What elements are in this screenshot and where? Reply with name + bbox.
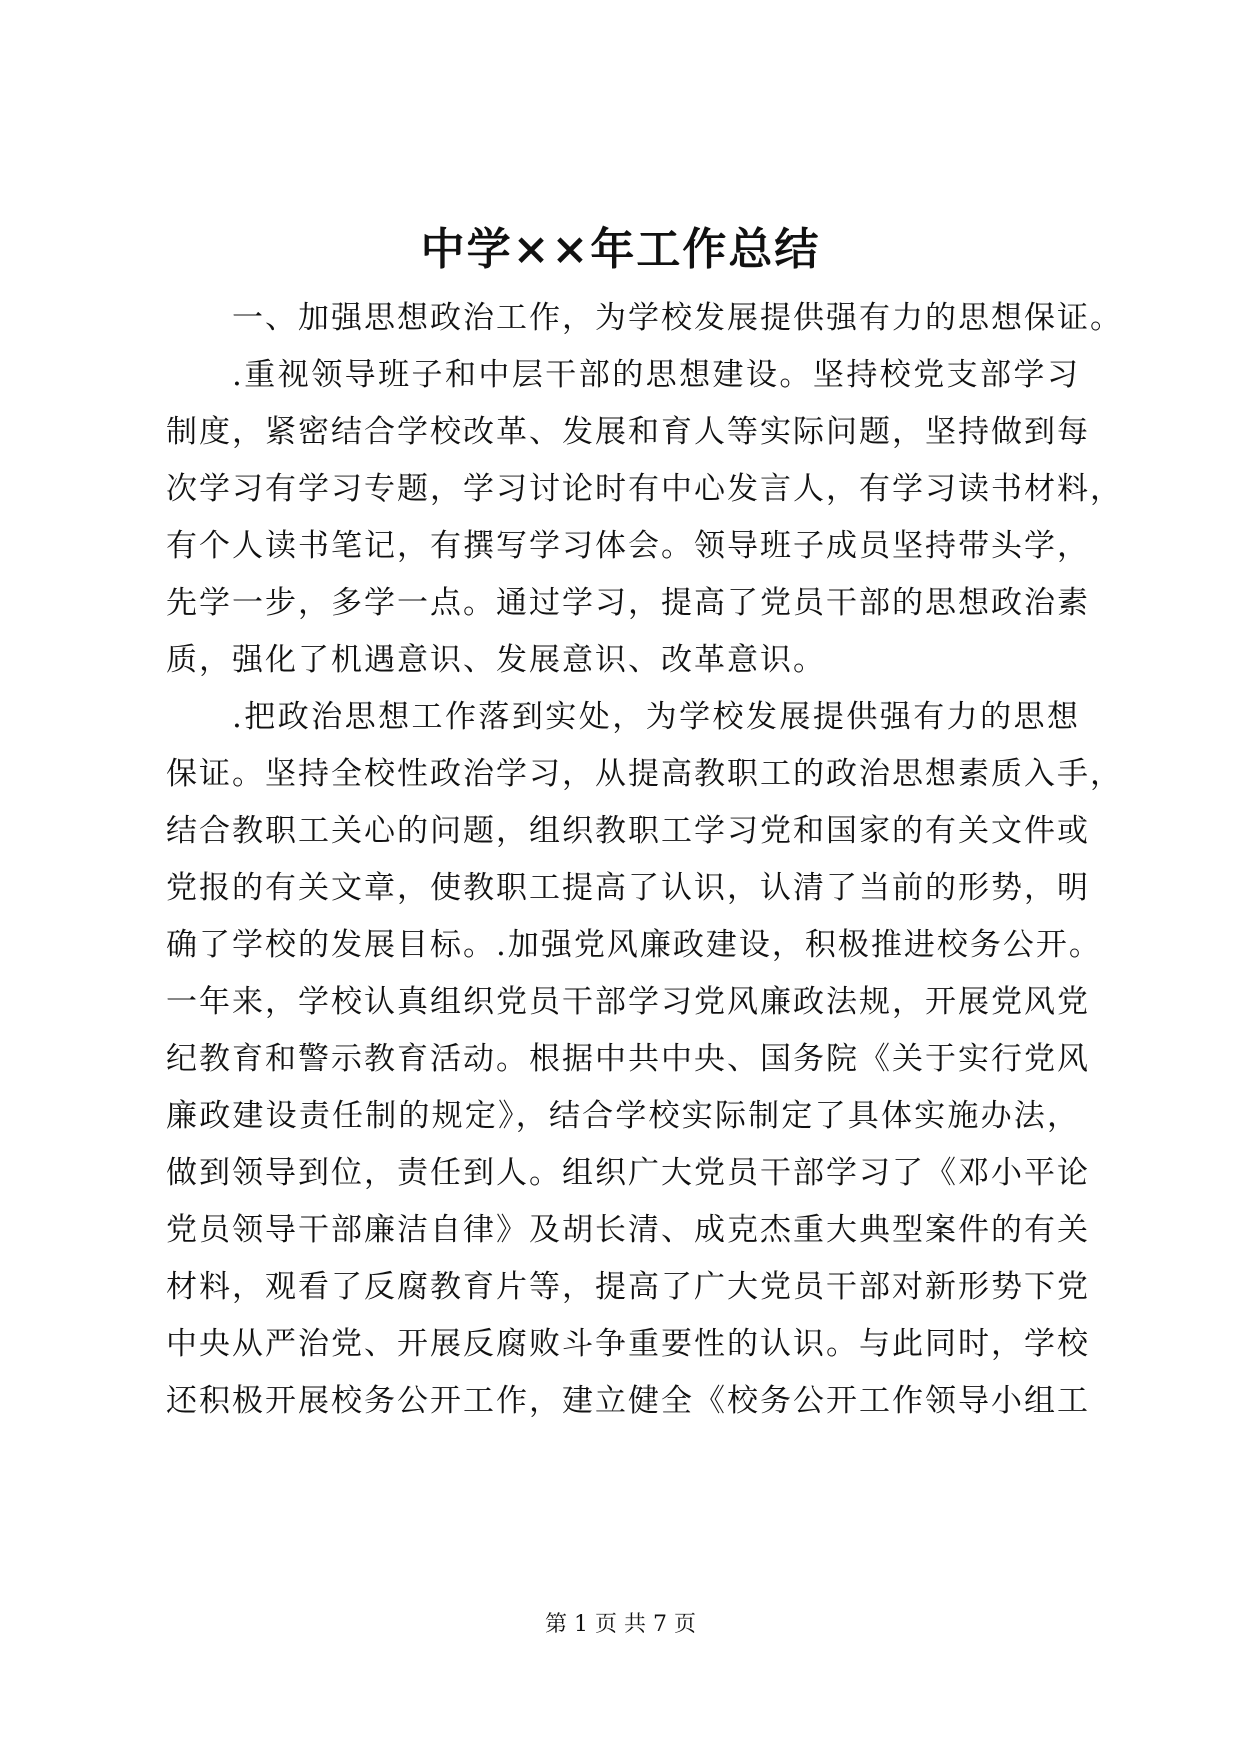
text-line: 先学一步，多学一点。通过学习，提高了党员干部的思想政治素 [166, 585, 1090, 621]
text-line: 还积极开展校务公开工作，建立健全《校务公开工作领导小组工 [166, 1383, 1090, 1419]
text-line: 结合教职工关心的问题，组织教职工学习党和国家的有关文件或 [166, 813, 1090, 849]
text-line: 廉政建设责任制的规定》，结合学校实际制定了具体实施办法， [166, 1098, 1080, 1134]
text-line: 质，强化了机遇意识、发展意识、改革意识。 [166, 642, 826, 678]
text-line: 中央从严治党、开展反腐败斗争重要性的认识。与此同时，学校 [166, 1326, 1090, 1362]
text-line: 次学习有学习专题，学习讨论时有中心发言人，有学习读书材料， [166, 471, 1123, 507]
page-number-footer: 第 1 页 共 7 页 [545, 1612, 696, 1637]
text-line: 确了学校的发展目标。.加强党风廉政建设，积极推进校务公开。 [166, 927, 1102, 963]
document-body [166, 290, 1123, 1430]
paragraph-2 [166, 347, 1123, 689]
text-line: 有个人读书笔记，有撰写学习体会。领导班子成员坚持带头学， [166, 528, 1090, 564]
text-line: 党报的有关文章，使教职工提高了认识，认清了当前的形势，明 [166, 870, 1090, 906]
text-line: .重视领导班子和中层干部的思想建设。坚持校党支部学习 [232, 357, 1080, 393]
text-line: 保证。坚持全校性政治学习，从提高教职工的政治思想素质入手， [166, 756, 1123, 792]
text-line: 做到领导到位，责任到人。组织广大党员干部学习了《邓小平论 [166, 1155, 1090, 1191]
text-line: 一年来，学校认真组织党员干部学习党风廉政法规，开展党风党 [166, 984, 1090, 1020]
text-line: 一、加强思想政治工作，为学校发展提供强有力的思想保证。 [232, 300, 1123, 336]
paragraph-3 [166, 689, 1123, 1430]
text-line: .把政治思想工作落到实处，为学校发展提供强有力的思想 [232, 699, 1080, 735]
text-line: 制度，紧密结合学校改革、发展和育人等实际问题，坚持做到每 [166, 414, 1090, 450]
document-title: 中学××年工作总结 [420, 224, 821, 275]
paragraph-1 [166, 290, 1123, 347]
text-line: 党员领导干部廉洁自律》及胡长清、成克杰重大典型案件的有关 [166, 1212, 1090, 1248]
text-line: 材料，观看了反腐教育片等，提高了广大党员干部对新形势下党 [166, 1269, 1090, 1305]
text-line: 纪教育和警示教育活动。根据中共中央、国务院《关于实行党风 [166, 1041, 1090, 1077]
